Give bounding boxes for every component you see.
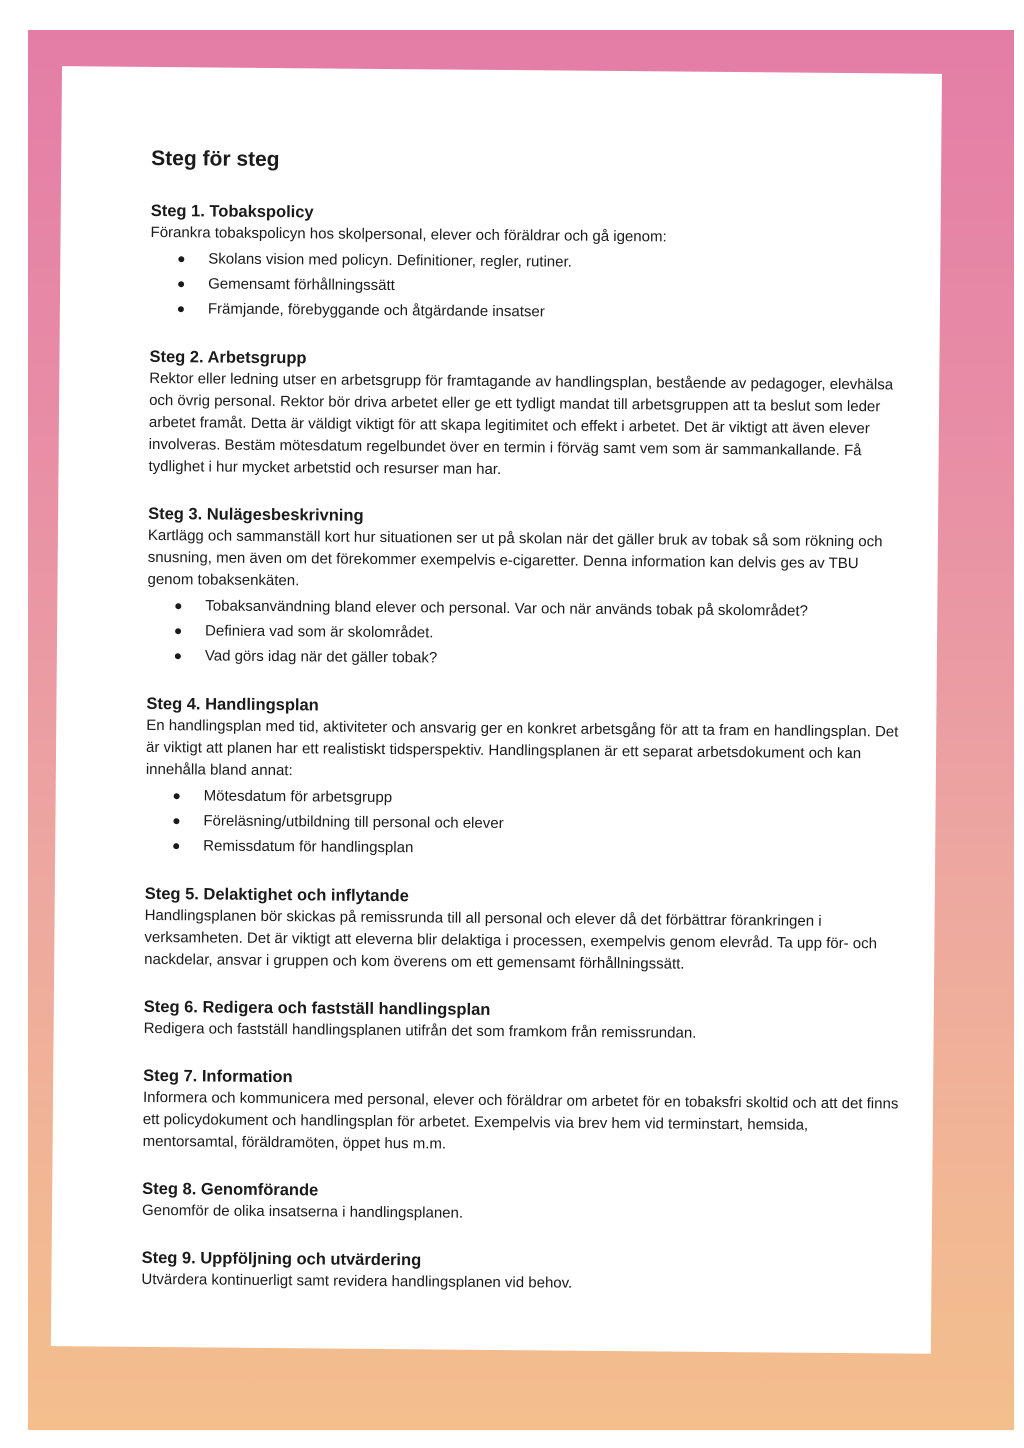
step-section [144,884,905,978]
step-heading: Steg 5. Delaktighet och inflytande [144,884,409,906]
step-section [142,1179,902,1229]
step-section [141,1248,901,1298]
bullet-text: Remissdatum för handlingsplan [203,837,414,857]
bullet-text: Föreläsning/utbildning till personal och elever [203,812,504,833]
step-text: En handlingsplan med tid, aktiviteter och ansvarig ger en konkret arbetsgång för att ta fram en handlingsplan. Det är viktigt att planen har ett realistiskt tidsperspektiv. Handlingsplanen är ett separat arbetsdokument och kan innehålla bland annat: [145,716,899,780]
bullet-text: Definiera vad som är skolområdet. [205,622,434,642]
bullet-item [173,643,907,674]
bullet-list [150,246,911,328]
bullet-icon [178,281,184,287]
bullet-item [171,833,905,864]
bullet-icon [178,306,184,312]
step-section [150,201,911,328]
bullet-text: Mötesdatum för arbetsgrupp [203,787,393,807]
step-text: Kartlägg och sammanställ kort hur situationen ser ut på skolan när det gäller bruk av tobak så som rökning och snusning, men även om det förekommer exempelvis e-cigaretter. Denna information kan delvis ges av TBU genom tobaksenkäten. [147,526,883,590]
step-heading: Steg 9. Uppföljning och utvärdering [141,1248,422,1270]
document-sheet [51,66,942,1354]
steps-list [141,201,910,1298]
step-text: Förankra tobakspolicyn hos skolpersonal, elever och föräldrar och gå igenom: [150,223,667,246]
document-title: Steg för steg [151,146,280,172]
bullet-text: Tobaksanvändning bland elever och personal. Var och när används tobak på skolområdet? [205,597,808,620]
step-section [148,347,909,485]
bullet-icon [175,653,181,659]
step-text: Handlingsplanen bör skickas på remissrunda till all personal och elever då det förbättrar förankringen i verksamheten. Det är viktigt att eleverna blir delaktiga i processen, exempelvis genom elevråd. Ta upp för- och nackdelar, ansvar i gruppen och kom överens om ett gemensamt förhållningssätt. [144,906,878,973]
bullet-text: Vad görs idag när det gäller tobak? [204,647,438,667]
bullet-item [176,296,910,327]
bullet-list [145,783,906,865]
bullet-icon [175,603,181,609]
bullet-icon [174,793,180,799]
bullet-icon [173,818,179,824]
step-heading: Steg 2. Arbetsgrupp [149,347,307,368]
bullet-icon [175,628,181,634]
step-heading: Steg 1. Tobakspolicy [150,201,314,222]
step-text: Informera och kommunicera med personal, elever och föräldrar om arbetet för en tobaksfri skoltid och att det finns ett policydokument och handlingsplan för arbetet. Exempelvis via brev hem vid terminstart, hemsida, mentorsamtal, föräldramöten, öppet hus m.m. [142,1088,899,1153]
step-heading: Steg 3. Nulägesbeskrivning [148,504,364,525]
bullet-icon [173,843,179,849]
step-heading: Steg 6. Redigera och fastställ handlingsplan [143,997,491,1019]
step-text: Redigera och fastställ handlingsplanen utifrån det som framkom från remissrundan. [143,1019,697,1042]
step-heading: Steg 4. Handlingsplan [146,694,319,715]
bullet-text: Främjande, förebyggande och åtgärdande insatser [207,300,545,321]
step-section [145,694,906,865]
bullet-icon [178,256,184,262]
step-section [143,1066,904,1160]
step-heading: Steg 7. Information [143,1066,293,1087]
bullet-text: Skolans vision med policyn. Definitioner, regler, rutiner. [208,250,572,271]
document-content [141,147,911,1324]
step-heading: Steg 8. Genomförande [142,1179,319,1200]
step-text: Utvärdera kontinuerligt samt revidera handlingsplanen vid behov. [141,1270,573,1292]
step-section [147,504,908,675]
step-section [144,997,904,1047]
bullet-text: Gemensamt förhållningssätt [208,275,395,295]
step-text: Rektor eller ledning utser en arbetsgrupp för framtagande av handlingsplan, bestående av pedagoger, elevhälsa och övrig personal. Rektor bör driva arbetet eller ge ett tydligt mandat till arbetsgruppen att ta beslut som leder arbetet framåt. Detta är väldigt viktigt för att skapa legitimitet och effekt i arbetet. Det är viktigt att även elever involveras. Bestäm mötesdatum regelbundet över en termin i förväg samt vem som är sammankallande. Få tydlighet i hur mycket arbetstid och resurser man har. [148,369,894,479]
bullet-list [147,593,908,675]
step-text: Genomför de olika insatserna i handlingsplanen. [141,1201,464,1222]
